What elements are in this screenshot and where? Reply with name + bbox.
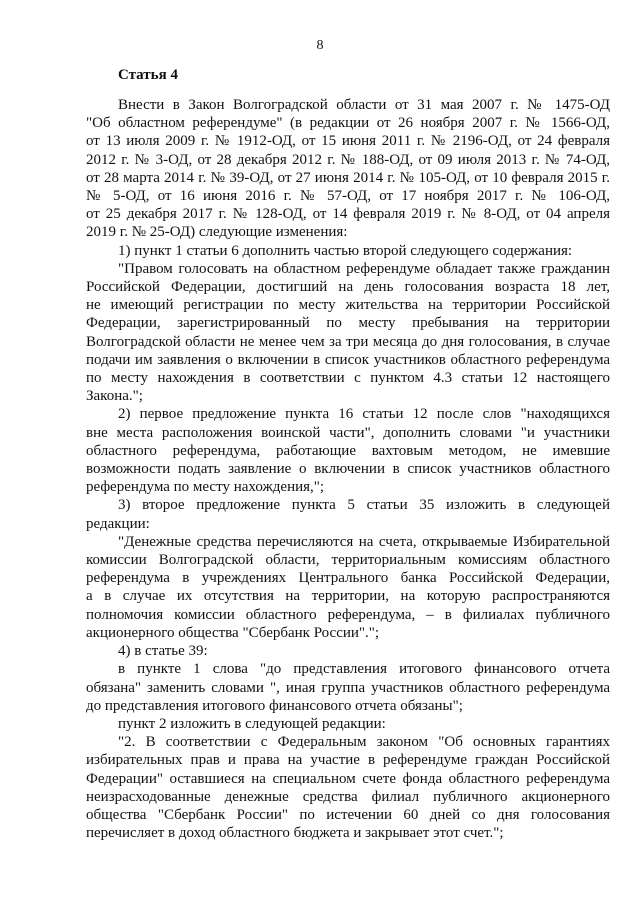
text-line: 1) пункт 1 статьи 6 дополнить частью второй следующего содержания: (118, 242, 573, 259)
text-line: № 5-ОД, от 16 июня 2016 г. № 57-ОД, от 17 ноября 2017 г. № 106-ОД, (86, 188, 610, 205)
text-line: референдума по месту нахождения,"; (86, 479, 325, 496)
text-line: 3) второе предложение пункта 5 статьи 35 изложить в следующей (118, 497, 610, 514)
text-line: акционерного общества "Сбербанк России"."; (86, 624, 380, 641)
text-line: референдума в учреждениях Центрального банка Российской Федерации, (86, 570, 610, 587)
text-line: 2) первое предложение пункта 16 статьи 12 после слов "находящихся (118, 406, 610, 423)
text-line: комиссии Волгоградской области, территориальным комиссиям областного (86, 552, 610, 569)
article-title: Статья 4 (118, 67, 178, 83)
text-line: Внести в Закон Волгоградской области от 31 мая 2007 г. № 1475-ОД (118, 97, 610, 113)
text-line: Закона."; (86, 388, 143, 405)
text-line: не имеющий регистрации по месту жительства на территории Российской (86, 297, 610, 314)
text-line: пункт 2 изложить в следующей редакции: (118, 715, 386, 732)
article-body (86, 96, 610, 842)
text-line: неизрасходованные денежные средства филиал публичного акционерного (86, 788, 610, 805)
text-line: возможности подать заявление о включении в список участников областного (86, 461, 610, 478)
text-line: 4) в статье 39: (118, 643, 208, 660)
text-line: 2012 г. № 3-ОД, от 28 декабря 2012 г. № 188-ОД, от 09 июля 2013 г. № 74-ОД, (86, 151, 610, 168)
text-line: от 28 марта 2014 г. № 39-ОД, от 27 июня 2014 г. № 105-ОД, от 10 февраля 2015 г. (86, 169, 610, 186)
text-line: перечисляет в доход областного бюджета и закрывает этот счет."; (86, 825, 504, 842)
text-line: 2019 г. № 25-ОД) следующие изменения: (86, 224, 348, 241)
text-line: в пункте 1 слова "до представления итогового финансового отчета (118, 661, 610, 678)
text-line: областного референдума, работающие вахтовым методом, не имевшие (86, 442, 610, 459)
text-line: редакции: (86, 515, 150, 532)
text-line: Волгоградской области не менее чем за три месяца до дня голосования, в случае (86, 333, 610, 350)
page-number: 8 (316, 38, 324, 53)
text-line: до представления итогового финансового отчета обязаны"; (86, 697, 463, 714)
text-line: от 25 декабря 2017 г. № 128-ОД, от 14 февраля 2019 г. № 8-ОД, от 04 апреля (86, 206, 610, 223)
text-line: Федерации" оставшиеся на специальном счете фонда областного референдума (86, 770, 610, 787)
text-line: от 13 июля 2009 г. № 1912-ОД, от 15 июня 2011 г. № 2196-ОД, от 24 февраля (86, 133, 610, 150)
text-line: подачи им заявления о включении в список участников областного референдума (86, 351, 610, 368)
text-line: "2. В соответствии с Федеральным законом "Об основных гарантиях (118, 734, 610, 751)
text-line: Российской Федерации, достигший на день голосования возраста 18 лет, (86, 279, 610, 296)
text-line: "Правом голосовать на областном референдуме обладает также гражданин (118, 260, 610, 277)
text-line: общества "Сбербанк России" по истечении 60 дней со дня голосования (86, 806, 610, 823)
text-line: "Денежные средства перечисляются на счета, открываемые Избирательной (118, 533, 610, 550)
text-line: вне места расположения воинской части", дополнить словами "и участники (86, 424, 610, 441)
text-line: обязана" заменить словами ", иная группа участников областного референдума (86, 679, 610, 696)
text-line: "Об областном референдуме" (в редакции от 26 ноября 2007 г. № 1566-ОД, (86, 115, 610, 132)
text-line: Федерации, зарегистрированный по месту пребывания на территории (86, 315, 610, 332)
text-line: избирательных прав и права на участие в референдуме граждан Российской (86, 752, 610, 769)
text-line: полномочия комиссии областного референдума, – в филиалах публичного (86, 606, 610, 623)
text-line: а в случае их отсутствия на территории, на которую распространяются (86, 588, 610, 605)
text-line: по месту нахождения в соответствии с пунктом 4.3 статьи 12 настоящего (86, 370, 610, 387)
